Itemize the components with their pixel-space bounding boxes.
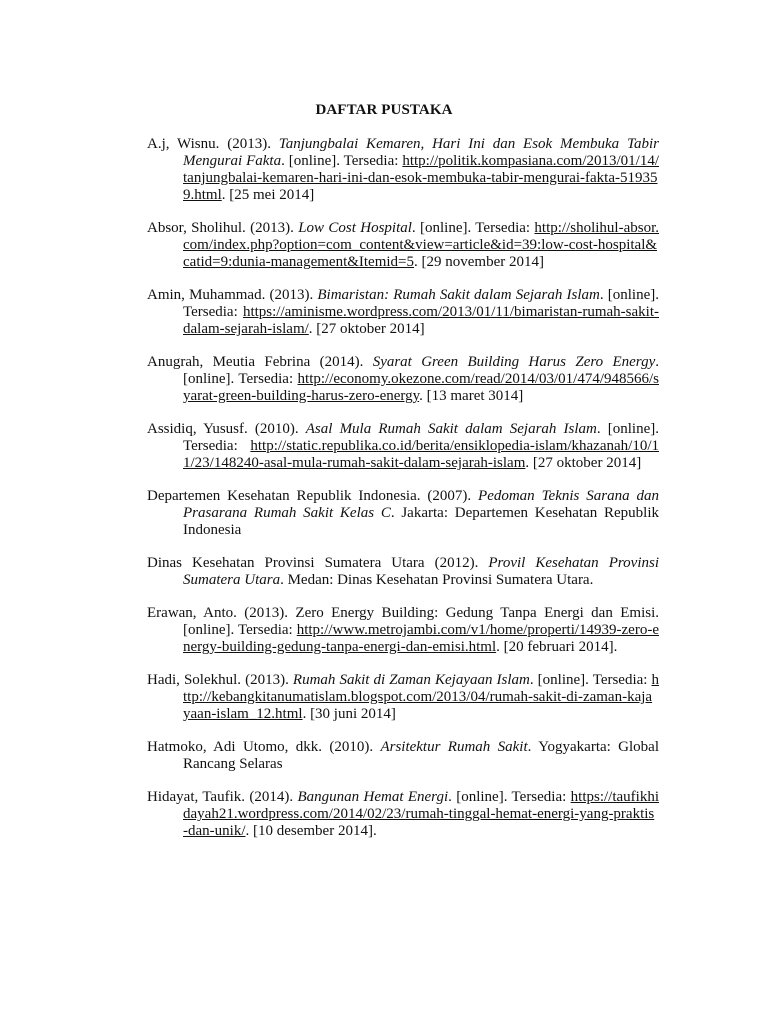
reference-title: Arsitektur Rumah Sakit (380, 739, 528, 755)
reference-middle: . Jakarta: Departemen Kesehatan Republik Indonesia (183, 505, 659, 538)
reference-url-link[interactable]: http://sholihul-absor.com/index.php?option=com_content&view=article&id=39:low-cost-hospital&catid=9:dunia-management&Itemid=5 (183, 220, 659, 270)
reference-author: Hatmoko, Adi Utomo, dkk. (2010). (147, 739, 381, 755)
reference-author: Assidiq, Yususf. (2010). (147, 421, 306, 437)
reference-entry (147, 287, 659, 338)
reference-author: Erawan, Anto. (2013). Zero Energy Building: Gedung Tanpa Energi dan Emisi. [online]. Tersedia: (147, 605, 659, 638)
reference-tail: . [10 desember 2014]. (245, 823, 377, 839)
reference-middle: . [online]. Tersedia: (448, 789, 571, 805)
reference-middle: . [online]. Tersedia: (281, 153, 403, 169)
reference-middle: . [online]. Tersedia: (183, 421, 659, 454)
reference-entry (147, 739, 659, 773)
reference-author: Absor, Sholihul. (2013). (147, 220, 299, 236)
reference-tail: . [30 juni 2014] (302, 706, 396, 722)
reference-title: Low Cost Hospital (298, 220, 412, 236)
reference-entry (147, 220, 659, 271)
reference-title: Tanjungbalai Kemaren, Hari Ini dan Esok Membuka Tabir Mengurai Fakta (183, 136, 659, 169)
reference-title: Rumah Sakit di Zaman Kejayaan Islam (292, 672, 530, 688)
reference-title: Asal Mula Rumah Sakit dalam Sejarah Islam (305, 421, 597, 437)
reference-entry (147, 136, 659, 204)
reference-url-link[interactable]: https://taufikhidayah21.wordpress.com/2014/02/23/rumah-tinggal-hemat-energi-yang-praktis-dan-unik/ (183, 789, 659, 839)
reference-title: Bangunan Hemat Energi (297, 789, 449, 805)
reference-url-link[interactable]: https://aminisme.wordpress.com/2013/01/11/bimaristan-rumah-sakit-dalam-sejarah-islam/ (183, 304, 659, 337)
reference-middle: . [online]. Tersedia: (183, 354, 659, 387)
reference-url-link[interactable]: http://www.metrojambi.com/v1/home/properti/14939-zero-energy-building-gedung-tanpa-energi-dan-emisi.html (183, 622, 659, 655)
reference-middle: . [online]. Tersedia: (529, 672, 652, 688)
reference-entry (147, 789, 659, 840)
reference-middle: . [online]. Tersedia: (183, 287, 660, 320)
reference-url-link[interactable]: http://politik.kompasiana.com/2013/01/14/tanjungbalai-kemaren-hari-ini-dan-esok-membuka-tabir-mengurai-fakta-519359.html (183, 153, 659, 203)
reference-title: Pedoman Teknis Sarana dan Prasarana Rumah Sakit Kelas C (183, 488, 659, 521)
reference-author: Hidayat, Taufik. (2014). (147, 789, 298, 805)
reference-middle: . Yogyakarta: Global Rancang Selaras (183, 739, 660, 772)
reference-author: Hadi, Solekhul. (2013). (147, 672, 293, 688)
reference-tail: . [29 november 2014] (414, 254, 544, 270)
reference-tail: . [27 oktober 2014] (525, 455, 642, 471)
reference-entry (147, 488, 659, 539)
reference-entry (147, 555, 659, 589)
reference-tail: . [20 februari 2014]. (496, 639, 618, 655)
reference-author: A.j, Wisnu. (2013). (147, 136, 279, 152)
reference-author: Departemen Kesehatan Republik Indonesia. (2007). (147, 488, 479, 504)
reference-tail: . [25 mei 2014] (221, 187, 315, 203)
reference-entry (147, 672, 659, 723)
reference-middle: . Medan: Dinas Kesehatan Provinsi Sumatera Utara. (280, 572, 594, 588)
reference-title: Bimaristan: Rumah Sakit dalam Sejarah Islam (317, 287, 600, 303)
reference-title: Provil Kesehatan Provinsi Sumatera Utara (183, 555, 659, 588)
reference-tail: . [13 maret 3014] (419, 388, 524, 404)
reference-middle: . [online]. Tersedia: (411, 220, 535, 236)
reference-entry (147, 354, 659, 405)
reference-tail: . [27 oktober 2014] (308, 321, 425, 337)
reference-author: Amin, Muhammad. (2013). (147, 287, 318, 303)
reference-author: Dinas Kesehatan Provinsi Sumatera Utara (2012). (147, 555, 489, 571)
reference-list (147, 136, 659, 856)
reference-title: Syarat Green Building Harus Zero Energy (372, 354, 656, 370)
reference-entry (147, 421, 659, 472)
reference-url-link[interactable]: http://kebangkitanumatislam.blogspot.com/2013/04/rumah-sakit-di-zaman-kajayaan-islam_12.html (183, 672, 660, 722)
page-title: DAFTAR PUSTAKA (315, 102, 453, 118)
reference-url-link[interactable]: http://economy.okezone.com/read/2014/03/01/474/948566/syarat-green-building-harus-zero-energy (183, 371, 659, 404)
reference-entry (147, 605, 659, 656)
reference-url-link[interactable]: http://static.republika.co.id/berita/ensiklopedia-islam/khazanah/10/11/23/148240-asal-mula-rumah-sakit-dalam-sejarah-islam (183, 438, 659, 471)
reference-author: Anugrah, Meutia Febrina (2014). (147, 354, 373, 370)
